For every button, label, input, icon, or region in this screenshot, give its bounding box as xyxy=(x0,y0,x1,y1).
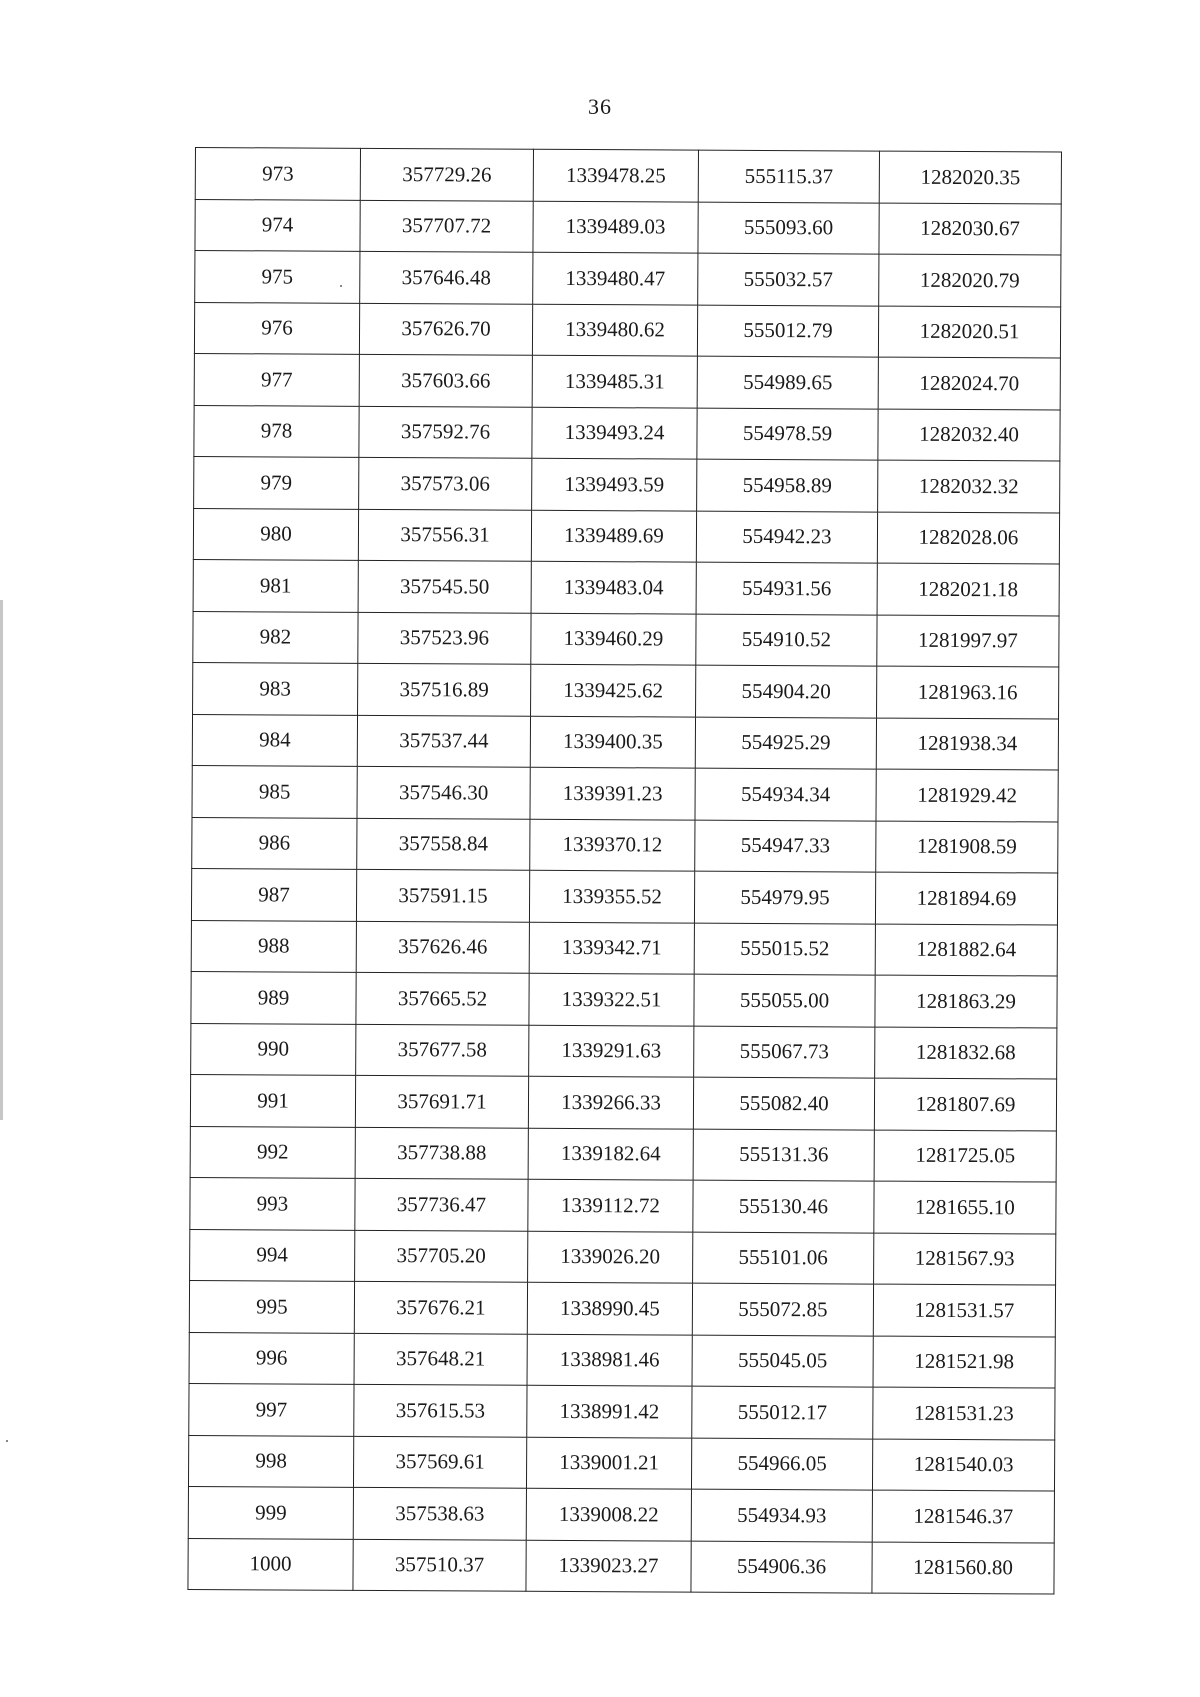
point-number-cell: 997 xyxy=(189,1383,354,1435)
point-number-cell: 982 xyxy=(193,611,358,663)
x1-cell: 357556.31 xyxy=(358,509,531,561)
y2-cell: 1281894.69 xyxy=(875,872,1057,924)
y1-cell: 1339485.31 xyxy=(532,355,697,407)
y1-cell: 1339023.27 xyxy=(526,1540,691,1592)
x1-cell: 357626.70 xyxy=(359,303,532,355)
y1-cell: 1339483.04 xyxy=(531,561,696,613)
point-number-cell: 980 xyxy=(193,508,358,560)
point-number-cell: 975 xyxy=(195,251,360,303)
y2-cell: 1281807.69 xyxy=(874,1078,1056,1130)
x1-cell: 357523.96 xyxy=(358,612,531,664)
y2-cell: 1281938.34 xyxy=(876,718,1058,770)
x1-cell: 357516.89 xyxy=(358,663,531,715)
y1-cell: 1339493.24 xyxy=(532,407,697,459)
y1-cell: 1339182.64 xyxy=(528,1128,693,1180)
x1-cell: 357591.15 xyxy=(356,869,529,921)
table-row xyxy=(189,1332,1055,1388)
x1-cell: 357569.61 xyxy=(353,1436,526,1488)
y2-cell: 1281882.64 xyxy=(875,924,1057,976)
x2-cell: 554947.33 xyxy=(695,820,876,872)
table-row xyxy=(188,1538,1054,1594)
x1-cell: 357537.44 xyxy=(357,715,530,767)
x1-cell: 357707.72 xyxy=(360,200,533,252)
x1-cell: 357729.26 xyxy=(360,148,533,200)
point-number-cell: 974 xyxy=(195,199,360,251)
y1-cell: 1339489.69 xyxy=(531,510,696,562)
point-number-cell: 985 xyxy=(192,765,357,817)
y1-cell: 1339480.47 xyxy=(533,252,698,304)
y1-cell: 1338981.46 xyxy=(527,1334,692,1386)
point-number-cell: 988 xyxy=(191,920,356,972)
table-row xyxy=(190,1177,1056,1233)
y2-cell: 1281908.59 xyxy=(876,821,1058,873)
x2-cell: 555093.60 xyxy=(698,202,879,254)
table-row xyxy=(190,1229,1056,1285)
point-number-cell: 976 xyxy=(194,302,359,354)
y2-cell: 1281531.57 xyxy=(873,1284,1055,1336)
y1-cell: 1338991.42 xyxy=(527,1385,692,1437)
x2-cell: 555082.40 xyxy=(693,1077,874,1129)
point-number-cell: 994 xyxy=(190,1229,355,1281)
table-row xyxy=(193,611,1059,667)
x1-cell: 357738.88 xyxy=(355,1127,528,1179)
y2-cell: 1282020.51 xyxy=(878,306,1060,358)
y1-cell: 1339493.59 xyxy=(532,458,697,510)
y2-cell: 1282024.70 xyxy=(878,357,1060,409)
point-number-cell: 996 xyxy=(189,1332,354,1384)
x1-cell: 357705.20 xyxy=(355,1230,528,1282)
x2-cell: 555067.73 xyxy=(694,1026,875,1078)
y2-cell: 1282020.35 xyxy=(879,151,1061,203)
y2-cell: 1281567.93 xyxy=(874,1233,1056,1285)
x2-cell: 555072.85 xyxy=(692,1283,873,1335)
x2-cell: 555131.36 xyxy=(693,1129,874,1181)
y2-cell: 1282021.18 xyxy=(877,563,1059,615)
x1-cell: 357665.52 xyxy=(356,972,529,1024)
table-row xyxy=(191,1023,1057,1079)
table-row xyxy=(193,662,1059,718)
coordinate-table-container xyxy=(187,147,1061,1595)
point-number-cell: 977 xyxy=(194,353,359,405)
point-number-cell: 987 xyxy=(191,868,356,920)
y1-cell: 1339322.51 xyxy=(529,973,694,1025)
x2-cell: 554942.23 xyxy=(696,511,877,563)
point-number-cell: 983 xyxy=(193,662,358,714)
point-number-cell: 981 xyxy=(193,559,358,611)
point-number-cell: 978 xyxy=(194,405,359,457)
table-row xyxy=(188,1486,1054,1542)
y2-cell: 1281560.80 xyxy=(872,1542,1054,1594)
x1-cell: 357736.47 xyxy=(355,1178,528,1230)
point-number-cell: 989 xyxy=(191,971,356,1023)
table-row xyxy=(195,148,1061,204)
x1-cell: 357603.66 xyxy=(359,354,532,406)
x2-cell: 554931.56 xyxy=(696,562,877,614)
x2-cell: 554904.20 xyxy=(696,665,877,717)
y2-cell: 1282032.32 xyxy=(878,460,1060,512)
scan-artifact xyxy=(6,1440,8,1442)
point-number-cell: 999 xyxy=(188,1486,353,1538)
table-row xyxy=(191,868,1057,924)
x2-cell: 554966.05 xyxy=(691,1438,872,1490)
table-row xyxy=(192,765,1058,821)
point-number-cell: 998 xyxy=(188,1435,353,1487)
x1-cell: 357545.50 xyxy=(358,560,531,612)
table-row xyxy=(188,1435,1054,1491)
table-row xyxy=(192,817,1058,873)
y2-cell: 1281655.10 xyxy=(874,1181,1056,1233)
x1-cell: 357648.21 xyxy=(354,1333,527,1385)
point-number-cell: 991 xyxy=(190,1074,355,1126)
x2-cell: 554906.36 xyxy=(691,1541,872,1593)
x2-cell: 555032.57 xyxy=(698,253,879,305)
y1-cell: 1339478.25 xyxy=(533,149,698,201)
x1-cell: 357546.30 xyxy=(357,766,530,818)
table-row xyxy=(193,508,1059,564)
x1-cell: 357538.63 xyxy=(353,1487,526,1539)
x2-cell: 554958.89 xyxy=(697,459,878,511)
y1-cell: 1339026.20 xyxy=(528,1231,693,1283)
point-number-cell: 990 xyxy=(191,1023,356,1075)
table-row xyxy=(190,1126,1056,1182)
scan-artifact xyxy=(0,600,3,1120)
y1-cell: 1339291.63 xyxy=(529,1025,694,1077)
table-row xyxy=(195,251,1061,307)
y1-cell: 1339489.03 xyxy=(533,201,698,253)
x2-cell: 554934.34 xyxy=(695,768,876,820)
x2-cell: 555015.52 xyxy=(694,923,875,975)
x2-cell: 555101.06 xyxy=(693,1232,874,1284)
y1-cell: 1339355.52 xyxy=(529,870,694,922)
y2-cell: 1282032.40 xyxy=(878,409,1060,461)
y2-cell: 1282028.06 xyxy=(877,512,1059,564)
x2-cell: 555130.46 xyxy=(693,1180,874,1232)
table-row xyxy=(194,353,1060,409)
y1-cell: 1339370.12 xyxy=(530,819,695,871)
point-number-cell: 992 xyxy=(190,1126,355,1178)
y2-cell: 1281540.03 xyxy=(872,1439,1054,1491)
y1-cell: 1339008.22 xyxy=(526,1488,691,1540)
x2-cell: 554934.93 xyxy=(691,1489,872,1541)
point-number-cell: 984 xyxy=(192,714,357,766)
y1-cell: 1339460.29 xyxy=(531,613,696,665)
point-number-cell: 986 xyxy=(192,817,357,869)
y2-cell: 1281929.42 xyxy=(876,769,1058,821)
y1-cell: 1339400.35 xyxy=(530,716,695,768)
table-row xyxy=(192,714,1058,770)
page-number: 36 xyxy=(588,94,612,119)
coordinate-table xyxy=(187,147,1062,1595)
table-row xyxy=(191,971,1057,1027)
coordinate-table-body xyxy=(188,148,1062,1595)
point-number-cell: 979 xyxy=(194,456,359,508)
table-row xyxy=(193,559,1059,615)
y1-cell: 1339266.33 xyxy=(528,1076,693,1128)
x2-cell: 555012.79 xyxy=(697,305,878,357)
x1-cell: 357615.53 xyxy=(354,1384,527,1436)
y1-cell: 1339001.21 xyxy=(526,1437,691,1489)
table-row xyxy=(191,920,1057,976)
y1-cell: 1339391.23 xyxy=(530,767,695,819)
y1-cell: 1338990.45 xyxy=(527,1282,692,1334)
x2-cell: 554979.95 xyxy=(694,871,875,923)
y1-cell: 1339480.62 xyxy=(532,304,697,356)
point-number-cell: 973 xyxy=(195,148,360,200)
table-row xyxy=(194,456,1060,512)
y2-cell: 1281863.29 xyxy=(875,975,1057,1027)
y2-cell: 1281725.05 xyxy=(874,1130,1056,1182)
x2-cell: 555055.00 xyxy=(694,974,875,1026)
table-row xyxy=(189,1280,1055,1336)
x1-cell: 357626.46 xyxy=(356,921,529,973)
x1-cell: 357677.58 xyxy=(356,1024,529,1076)
x2-cell: 555012.17 xyxy=(692,1386,873,1438)
y2-cell: 1281546.37 xyxy=(872,1490,1054,1542)
x1-cell: 357558.84 xyxy=(357,818,530,870)
y1-cell: 1339342.71 xyxy=(529,922,694,974)
point-number-cell: 995 xyxy=(189,1280,354,1332)
x2-cell: 554989.65 xyxy=(697,356,878,408)
x1-cell: 357592.76 xyxy=(359,406,532,458)
x2-cell: 555045.05 xyxy=(692,1335,873,1387)
table-row xyxy=(194,405,1060,461)
y2-cell: 1281832.68 xyxy=(875,1027,1057,1079)
point-number-cell: 993 xyxy=(190,1177,355,1229)
y2-cell: 1281963.16 xyxy=(877,666,1059,718)
table-row xyxy=(195,199,1061,255)
y1-cell: 1339425.62 xyxy=(531,664,696,716)
x1-cell: 357573.06 xyxy=(359,457,532,509)
x2-cell: 554910.52 xyxy=(696,614,877,666)
y2-cell: 1281997.97 xyxy=(877,615,1059,667)
x2-cell: 555115.37 xyxy=(698,150,879,202)
scan-artifact xyxy=(340,285,342,287)
table-row xyxy=(194,302,1060,358)
x1-cell: 357691.71 xyxy=(355,1075,528,1127)
x1-cell: 357510.37 xyxy=(353,1539,526,1591)
x2-cell: 554978.59 xyxy=(697,408,878,460)
table-row xyxy=(190,1074,1056,1130)
y2-cell: 1282020.79 xyxy=(879,254,1061,306)
y1-cell: 1339112.72 xyxy=(528,1179,693,1231)
y2-cell: 1282030.67 xyxy=(879,203,1061,255)
y2-cell: 1281531.23 xyxy=(873,1387,1055,1439)
table-row xyxy=(189,1383,1055,1439)
x2-cell: 554925.29 xyxy=(695,717,876,769)
x1-cell: 357646.48 xyxy=(360,251,533,303)
y2-cell: 1281521.98 xyxy=(873,1336,1055,1388)
x1-cell: 357676.21 xyxy=(354,1281,527,1333)
point-number-cell: 1000 xyxy=(188,1538,353,1590)
